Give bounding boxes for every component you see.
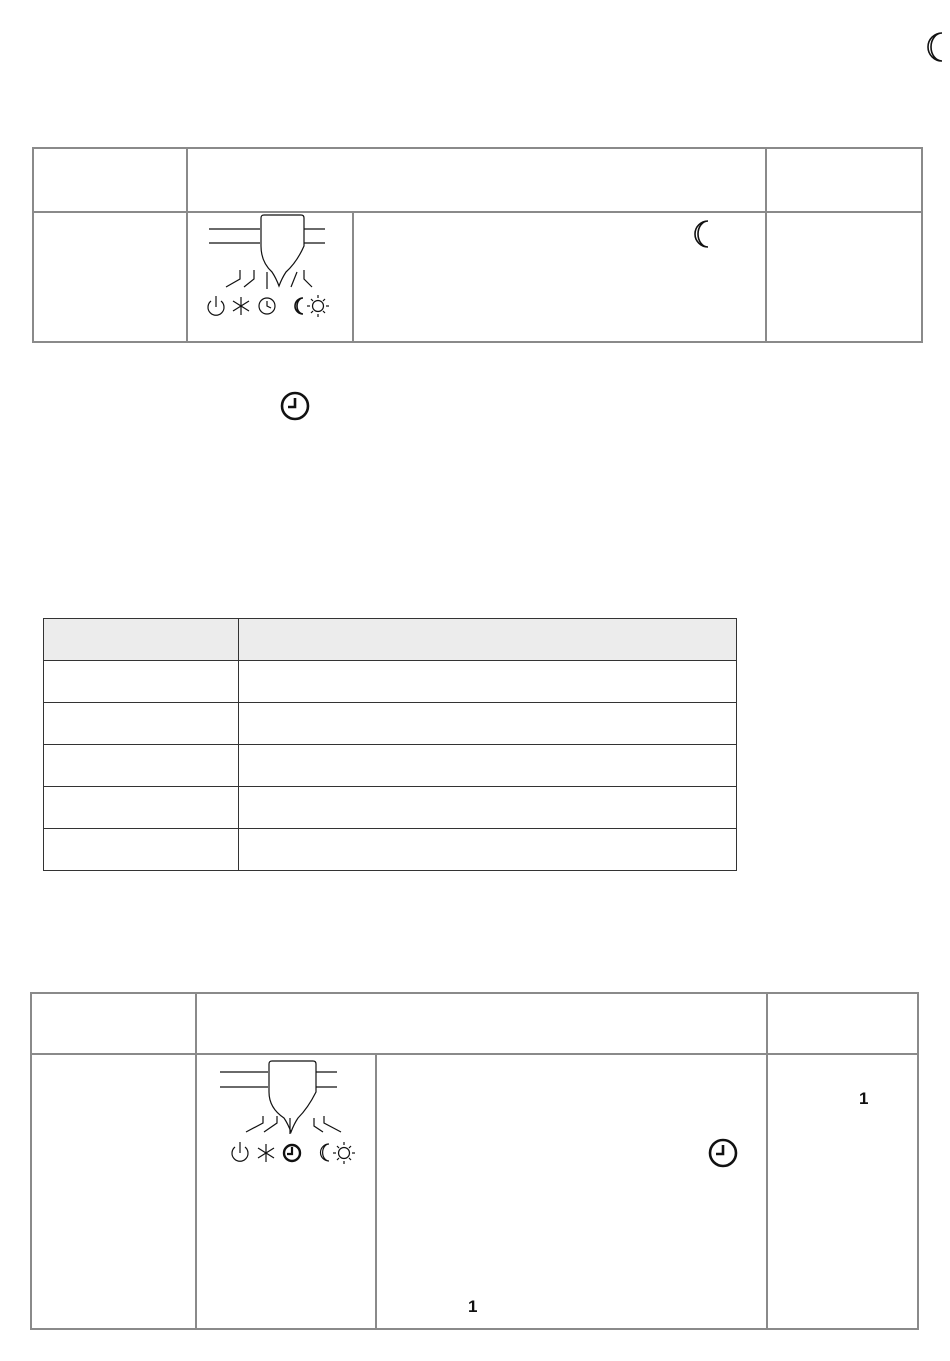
table-cell: [239, 661, 737, 703]
table-row: [44, 703, 737, 745]
moon-icon: [686, 218, 714, 250]
table-cell: [44, 829, 239, 871]
table-row: [44, 661, 737, 703]
table-cell: [44, 661, 239, 703]
table-header-row: [44, 619, 737, 661]
table-cell: [44, 619, 239, 661]
control-panel-diagram: [216, 1060, 366, 1180]
table-cell: [44, 787, 239, 829]
moon-icon: [920, 30, 950, 64]
clock-icon: [279, 390, 311, 422]
table-cell: [239, 787, 737, 829]
clock-icon: [707, 1137, 739, 1169]
table-cell: [239, 619, 737, 661]
table-cell: [239, 703, 737, 745]
table-row: [44, 787, 737, 829]
description-number: 1: [468, 1297, 478, 1316]
table-row: [44, 745, 737, 787]
table-cell: [239, 829, 737, 871]
table-cell: [44, 703, 239, 745]
control-panel-diagram: [200, 214, 340, 329]
table-row: [44, 829, 737, 871]
step-number: 1: [859, 1089, 869, 1108]
table-cell: [239, 745, 737, 787]
settings-table: [43, 618, 737, 871]
table-cell: [44, 745, 239, 787]
